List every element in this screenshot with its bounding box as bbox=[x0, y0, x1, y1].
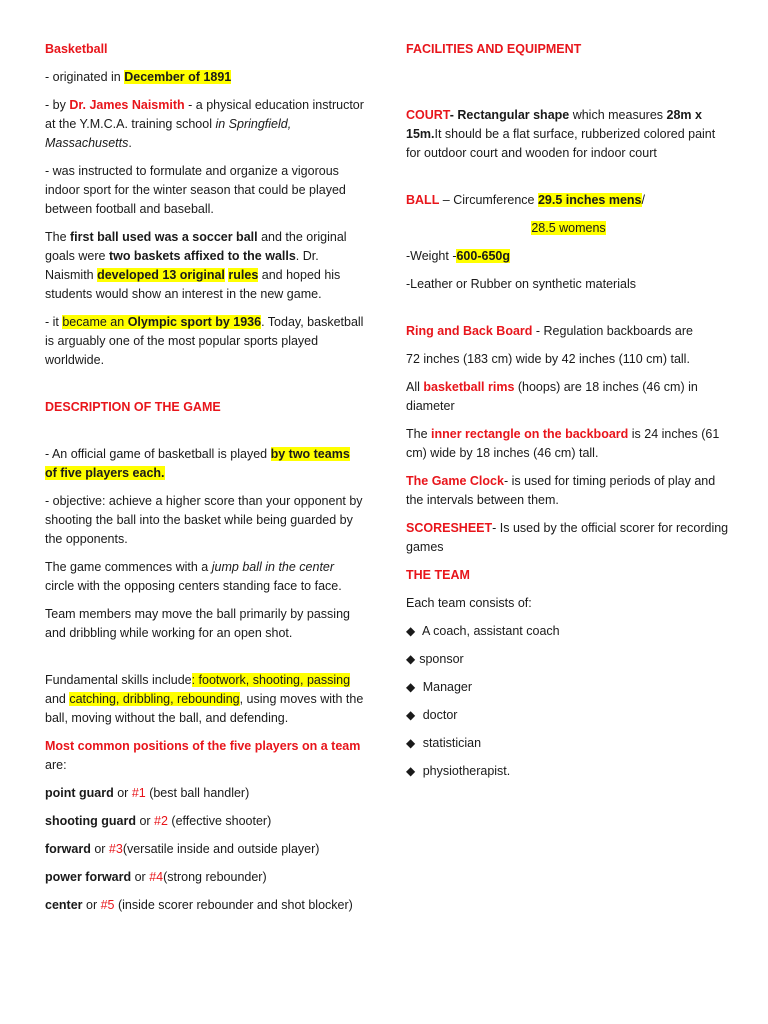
positions-heading-red: Most common positions of the five players on a team bbox=[45, 739, 361, 753]
ol-olympic-sport: Olympic sport by 1936 bbox=[127, 315, 262, 329]
ring-dimensions: 72 inches (183 cm) wide by 42 inches (110 cm) tall. bbox=[406, 352, 690, 366]
position-desc: (inside scorer rebounder and shot blocker) bbox=[114, 898, 353, 912]
teams-highlight: by two teams of five players each. bbox=[45, 447, 350, 480]
team-item-text: statistician bbox=[419, 736, 482, 750]
team-item bbox=[406, 678, 731, 697]
court-text-1: which measures bbox=[569, 108, 667, 122]
jb-pre: The game commences with a bbox=[45, 560, 212, 574]
diamond-bullet-icon: ◆ bbox=[406, 764, 416, 778]
ol-b: . Today, basketball is arguably one of the most popular sports played worldwide. bbox=[45, 315, 364, 367]
position-number: #4 bbox=[149, 870, 164, 884]
positions-heading bbox=[45, 737, 365, 775]
weight-pre: -Weight - bbox=[406, 249, 457, 263]
position-item bbox=[45, 784, 365, 803]
sk-pre: Fundamental skills include bbox=[45, 673, 192, 687]
team-item-text: physiotherapist. bbox=[419, 764, 511, 778]
inner-post: is 24 inches (61 cm) wide by 18 inches (46 cm) tall. bbox=[406, 427, 720, 460]
ol-a: - it bbox=[45, 315, 63, 329]
teams-pre: - An official game of basketball is played bbox=[45, 447, 271, 461]
team-item-text: doctor bbox=[419, 708, 458, 722]
position-name: point guard bbox=[45, 786, 114, 800]
position-desc: (strong rebounder) bbox=[163, 870, 267, 884]
olympic-paragraph bbox=[45, 313, 365, 370]
sk-mid: and bbox=[45, 692, 70, 706]
founder-place: in Springfield, Massachusetts bbox=[45, 117, 292, 150]
court-size: 28m x 15m. bbox=[406, 108, 702, 141]
weight-highlight: 600-650g bbox=[456, 249, 510, 263]
fb-rules-word: rules bbox=[228, 268, 259, 282]
ball-womens-line bbox=[406, 219, 731, 238]
scoresheet-paragraph bbox=[406, 519, 731, 557]
teams-paragraph bbox=[45, 445, 365, 483]
origin-date-highlight: December of 1891 bbox=[124, 70, 232, 84]
position-name: forward bbox=[45, 842, 91, 856]
position-desc: (versatile inside and outside player) bbox=[122, 842, 320, 856]
passing-paragraph: Team members may move the ball primarily by passing and dribbling while working for an open shot. bbox=[45, 607, 350, 640]
team-item bbox=[406, 762, 731, 781]
rims-paragraph bbox=[406, 378, 731, 416]
sk-post: , using moves with the ball, moving without the ball, and defending. bbox=[45, 692, 364, 725]
first-ball-paragraph bbox=[45, 228, 365, 304]
ring-paragraph bbox=[406, 322, 731, 341]
fb-baskets: two baskets affixed to the walls bbox=[108, 249, 296, 263]
diamond-bullet-icon: ◆ bbox=[406, 624, 416, 638]
court-shape: Rectangular shape bbox=[457, 108, 570, 122]
ball-text: – Circumference bbox=[439, 193, 538, 207]
fb-rules-highlight: developed 13 original bbox=[97, 268, 225, 282]
description-heading: DESCRIPTION OF THE GAME bbox=[45, 400, 221, 414]
position-or: or bbox=[113, 786, 132, 800]
objective-paragraph: - objective: achieve a higher score than your opponent by shooting the ball into the basket while being guarded by the opponents. bbox=[45, 494, 363, 546]
diamond-bullet-icon: ◆ bbox=[406, 680, 416, 694]
fb-d: . Dr. Naismith bbox=[45, 249, 319, 282]
ball-paragraph bbox=[406, 191, 731, 210]
position-name: shooting guard bbox=[45, 814, 136, 828]
team-item bbox=[406, 706, 731, 725]
inner-red: inner rectangle on the backboard bbox=[431, 427, 629, 441]
ball-label: BALL bbox=[406, 193, 440, 207]
right-column bbox=[406, 40, 731, 790]
position-name: power forward bbox=[45, 870, 132, 884]
scoresheet-post: - Is used by the official scorer for recording games bbox=[406, 521, 729, 554]
ring-label: Ring and Back Board bbox=[406, 324, 533, 338]
position-number: #5 bbox=[100, 898, 115, 912]
facilities-heading: FACILITIES AND EQUIPMENT bbox=[406, 42, 582, 56]
skills-paragraph bbox=[45, 671, 365, 728]
court-dash: - bbox=[449, 108, 458, 122]
court-label: COURT bbox=[406, 108, 450, 122]
founder-pre: - by bbox=[45, 98, 70, 112]
sk-highlight-2: catching, dribbling, rebounding bbox=[69, 692, 240, 706]
fb-f: and hoped his students would show an interest in the new game. bbox=[45, 268, 341, 301]
team-item bbox=[406, 734, 731, 753]
position-item bbox=[45, 868, 365, 887]
positions-heading-post: are: bbox=[45, 758, 67, 772]
team-item bbox=[406, 622, 731, 641]
jb-post: circle with the opposing centers standing face to face. bbox=[45, 579, 342, 593]
ol-highlight: became an bbox=[62, 315, 128, 329]
ball-womens-highlight: 28.5 womens bbox=[531, 221, 606, 235]
position-number: #2 bbox=[154, 814, 168, 828]
position-item bbox=[45, 896, 365, 915]
position-or: or bbox=[82, 898, 101, 912]
founder-name: Dr. James Naismith bbox=[69, 98, 185, 112]
position-item bbox=[45, 812, 365, 831]
position-number: #1 bbox=[131, 786, 146, 800]
clock-red: The Game Clock bbox=[406, 474, 504, 488]
sk-highlight-1: : footwork, shooting, passing bbox=[191, 673, 351, 687]
inner-rectangle-paragraph bbox=[406, 425, 731, 463]
material-paragraph: -Leather or Rubber on synthetic materials bbox=[406, 277, 636, 291]
left-column bbox=[45, 40, 365, 924]
weight-paragraph bbox=[406, 247, 731, 266]
ball-slash: / bbox=[641, 193, 645, 207]
rims-pre: All bbox=[406, 380, 424, 394]
position-or: or bbox=[135, 814, 155, 828]
team-intro: Each team consists of: bbox=[406, 596, 532, 610]
inner-pre: The bbox=[406, 427, 432, 441]
team-item-text: A coach, assistant coach bbox=[419, 624, 560, 638]
position-desc: (effective shooter) bbox=[167, 814, 272, 828]
fb-c: and the original goals were bbox=[45, 230, 347, 263]
diamond-bullet-icon: ◆ bbox=[406, 652, 416, 666]
origin-paragraph bbox=[45, 68, 365, 87]
position-name: center bbox=[45, 898, 83, 912]
founder-paragraph bbox=[45, 96, 365, 153]
position-or: or bbox=[131, 870, 150, 884]
diamond-bullet-icon: ◆ bbox=[406, 736, 416, 750]
founder-desc: - a physical education instructor at the Y.M.C.A. training school bbox=[45, 98, 364, 131]
clock-post: - is used for timing periods of play and the intervals between them. bbox=[406, 474, 716, 507]
ring-post: - Regulation backboards are bbox=[532, 324, 693, 338]
purpose-paragraph: - was instructed to formulate and organize a vigorous indoor sport for the winter season that could be played between football and baseball. bbox=[45, 164, 346, 216]
rims-post: (hoops) are 18 inches (46 cm) in diameter bbox=[406, 380, 698, 413]
jump-ball-paragraph bbox=[45, 558, 365, 596]
fb-soccer-ball: first ball used was a soccer ball bbox=[70, 230, 258, 244]
team-heading: THE TEAM bbox=[406, 568, 470, 582]
team-item bbox=[406, 650, 731, 669]
scoresheet-red: SCORESHEET bbox=[406, 521, 493, 535]
position-desc: (best ball handler) bbox=[145, 786, 250, 800]
game-clock-paragraph bbox=[406, 472, 731, 510]
position-or: or bbox=[90, 842, 109, 856]
team-item-text: Manager bbox=[419, 680, 473, 694]
jb-italic: jump ball in the center bbox=[211, 560, 335, 574]
court-text-2: It should be a flat surface, rubberized colored paint for outdoor court and wooden for indoor court bbox=[406, 127, 716, 160]
court-paragraph bbox=[406, 106, 731, 163]
position-item bbox=[45, 840, 365, 859]
position-number: #3 bbox=[108, 842, 123, 856]
ball-mens-highlight: 29.5 inches mens bbox=[537, 193, 642, 207]
origin-text: - originated in bbox=[45, 70, 125, 84]
basketball-title: Basketball bbox=[45, 42, 108, 56]
team-item-text: sponsor bbox=[419, 652, 464, 666]
rims-red: basketball rims bbox=[423, 380, 515, 394]
fb-a: The bbox=[45, 230, 71, 244]
diamond-bullet-icon: ◆ bbox=[406, 708, 416, 722]
founder-end: . bbox=[128, 136, 132, 150]
